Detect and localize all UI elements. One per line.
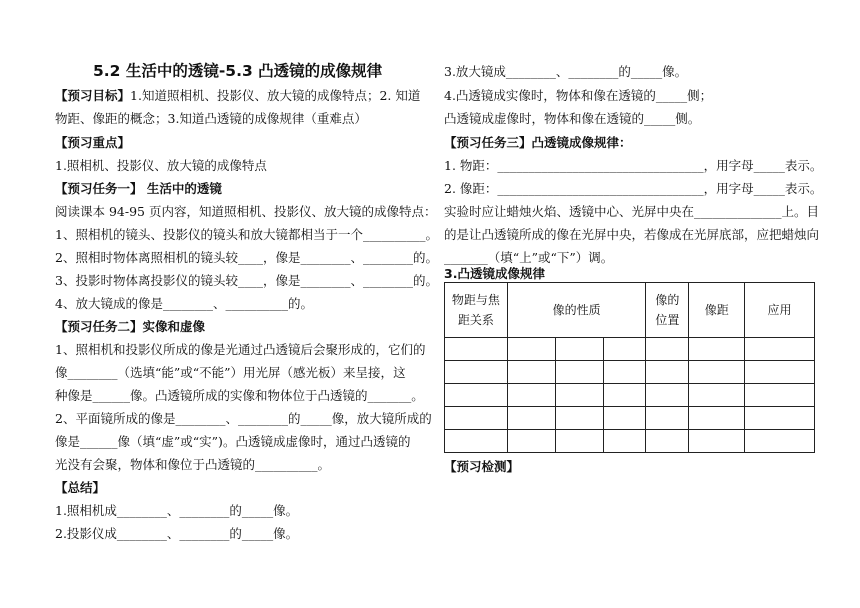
table-cell[interactable] <box>507 430 555 453</box>
task1-heading: 【预习任务一】 生活中的透镜 <box>55 181 222 196</box>
table-cell[interactable] <box>745 338 815 361</box>
table-cell[interactable] <box>603 430 646 453</box>
task2-line-5: 像是______像（填“虚”或“实”)。凸透镜成虚像时，通过凸透镜的 <box>55 434 411 449</box>
task1-line-2: 1、照相机的镜头、投影仪的镜头和放大镜都相当于一个__________。 <box>55 227 438 242</box>
header-image-distance: 像距 <box>689 283 745 338</box>
table-cell[interactable] <box>689 407 745 430</box>
table-cell[interactable] <box>689 384 745 407</box>
task1-line-1: 阅读课本 94-95 页内容，知道照相机、投影仪、放大镜的成像特点： <box>55 204 437 219</box>
table-row <box>445 384 815 407</box>
check-heading: 【预习检测】 <box>444 459 520 474</box>
task2-line-2: 像________（选填“能”或“不能”）用光屏（感光板）来呈接，这 <box>55 365 406 380</box>
task3-line-4: 的是让凸透镜所成的像在光屏中央，若像成在光屏底部，应把蜡烛向 <box>444 227 820 242</box>
table-title: 3.凸透镜成像规律 <box>444 266 545 281</box>
table-cell[interactable] <box>646 430 689 453</box>
goal-heading: 【预习目标】 <box>55 88 131 103</box>
summary-line-3: 3.放大镜成________、________的_____像。 <box>444 64 688 79</box>
header-object-focal <box>445 283 508 338</box>
header-object-focal-l1: 物距与焦 <box>451 293 500 307</box>
table-cell[interactable] <box>445 430 508 453</box>
summary-heading: 【总结】 <box>55 480 106 495</box>
table-cell[interactable] <box>745 361 815 384</box>
table-cell[interactable] <box>745 384 815 407</box>
table-cell[interactable] <box>603 338 646 361</box>
table-cell[interactable] <box>507 384 555 407</box>
table-cell[interactable] <box>646 361 689 384</box>
task2-line-1: 1、照相机和投影仪所成的像是光通过凸透镜后会聚形成的，它们的 <box>55 342 426 357</box>
header-image-nature: 像的性质 <box>507 283 646 338</box>
table-cell[interactable] <box>445 407 508 430</box>
table-cell[interactable] <box>555 338 603 361</box>
header-image-position <box>646 283 689 338</box>
task2-heading: 【预习任务二】实像和虚像 <box>55 319 206 334</box>
imaging-rules-table <box>444 282 815 453</box>
summary-line-4: 4.凸透镜成实像时，物体和像在透镜的_____侧； <box>444 88 713 103</box>
table-cell[interactable] <box>646 338 689 361</box>
table-cell[interactable] <box>507 407 555 430</box>
task1-line-4: 3、投影时物体离投影仪的镜头较____，像是________、________的。 <box>55 273 438 288</box>
focus-heading: 【预习重点】 <box>55 135 131 150</box>
header-image-position-l2: 位置 <box>655 313 680 327</box>
table-row <box>445 338 815 361</box>
task3-line-3: 实验时应让蜡烛火焰、透镜中心、光屏中央在______________上。目 <box>444 204 820 219</box>
table-cell[interactable] <box>507 338 555 361</box>
table-cell[interactable] <box>445 338 508 361</box>
goal-text-1: 1.知道照相机、投影仪、放大镜的成像特点；2. 知道 <box>130 88 421 103</box>
goal-line-1 <box>55 87 420 105</box>
task2-line-6: 光没有会聚，物体和像位于凸透镜的__________。 <box>55 457 331 472</box>
task2-line-3: 种像是______像。凸透镜所成的实像和物体位于凸透镜的_______。 <box>55 388 424 403</box>
task3-line-2: 2. 像距：_________________________________，用字母_____表示。 <box>444 181 823 196</box>
table-cell[interactable] <box>603 361 646 384</box>
table-cell[interactable] <box>745 407 815 430</box>
table-cell[interactable] <box>603 407 646 430</box>
table-cell[interactable] <box>555 407 603 430</box>
task3-line-5: _______（填“上”或“下”）调。 <box>444 250 614 265</box>
task1-line-3: 2、照相时物体离照相机的镜头较____，像是________、________的。 <box>55 250 438 265</box>
table-header-row <box>445 283 815 338</box>
table-cell[interactable] <box>745 430 815 453</box>
table-cell[interactable] <box>555 361 603 384</box>
task2-line-4: 2、平面镜所成的像是________、________的_____像，放大镜所成的 <box>55 411 432 426</box>
table-row <box>445 361 815 384</box>
table-cell[interactable] <box>445 361 508 384</box>
table-row <box>445 430 815 453</box>
task3-heading: 【预习任务三】凸透镜成像规律： <box>444 135 632 150</box>
task3-line-1: 1. 物距：_________________________________，用字母_____表示。 <box>444 158 823 173</box>
header-object-focal-l2: 距关系 <box>457 313 494 327</box>
table-cell[interactable] <box>689 430 745 453</box>
table-cell[interactable] <box>646 407 689 430</box>
table-cell[interactable] <box>445 384 508 407</box>
focus-line-1: 1.照相机、投影仪、放大镜的成像特点 <box>55 158 267 173</box>
table-cell[interactable] <box>555 384 603 407</box>
table-cell[interactable] <box>603 384 646 407</box>
table-cell[interactable] <box>507 361 555 384</box>
page-title: 5.2 生活中的透镜-5.3 凸透镜的成像规律 <box>93 62 383 80</box>
summary-line-5: 凸透镜成虚像时，物体和像在透镜的_____侧。 <box>444 111 701 126</box>
summary-line-1: 1.照相机成________、________的_____像。 <box>55 503 299 518</box>
task1-line-5: 4、放大镜成的像是________、__________的。 <box>55 296 313 311</box>
table-cell[interactable] <box>646 384 689 407</box>
table-cell[interactable] <box>689 338 745 361</box>
summary-line-2: 2.投影仪成________、________的_____像。 <box>55 526 299 541</box>
header-application: 应用 <box>745 283 815 338</box>
goal-line-2: 物距、像距的概念；3.知道凸透镜的成像规律（重难点） <box>55 111 367 126</box>
table-cell[interactable] <box>555 430 603 453</box>
header-image-position-l1: 像的 <box>655 293 680 307</box>
table-row <box>445 407 815 430</box>
table-cell[interactable] <box>689 361 745 384</box>
